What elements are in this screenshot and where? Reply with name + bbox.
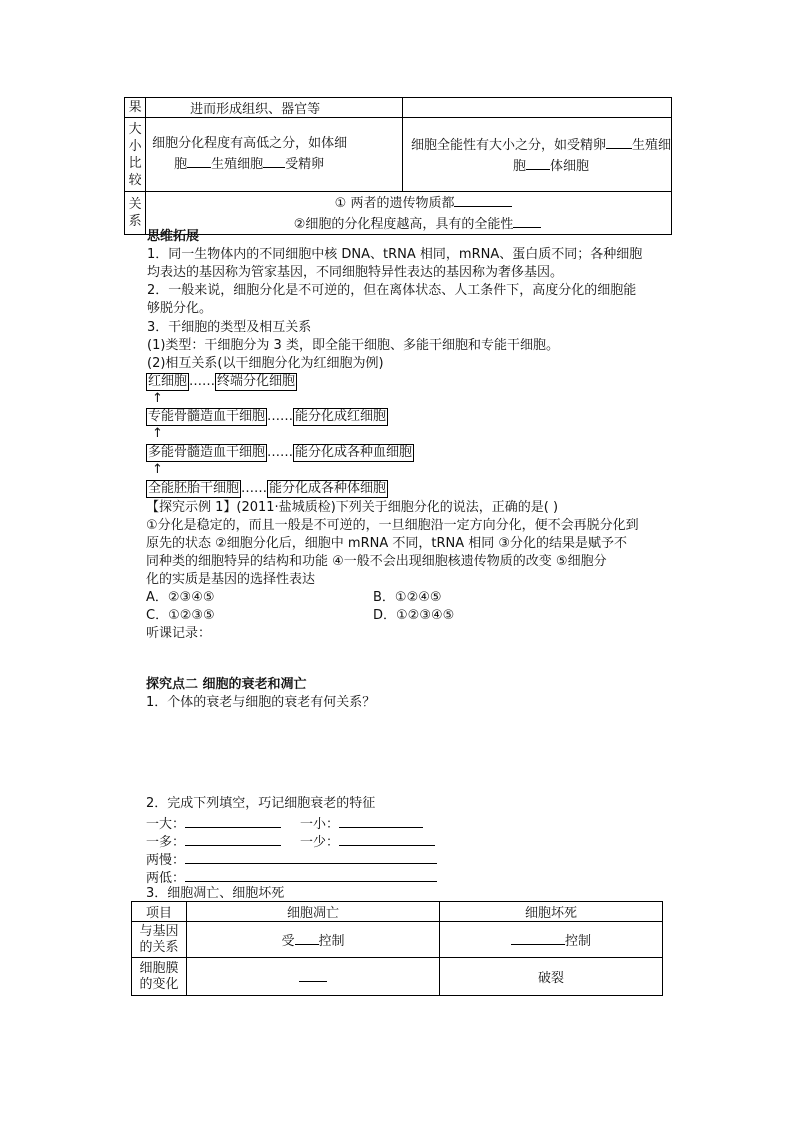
- paragraph-line: (1)类型：干细胞分为 3 类，即全能干细胞、多能干细胞和专能干细胞。: [147, 338, 559, 353]
- header-cell: 项目: [132, 902, 187, 922]
- table-cell: [187, 958, 440, 996]
- row-label: [132, 922, 187, 958]
- header-cell: 细胞坏死: [440, 902, 663, 922]
- option-b[interactable]: B．①②④⑤: [373, 590, 442, 605]
- diagram-row-2: [146, 408, 388, 426]
- dots: ……: [189, 374, 216, 389]
- label-line: 的变化: [139, 976, 179, 992]
- cell-text: 进而形成组织、器官等: [146, 98, 403, 118]
- label-line: 的关系: [139, 939, 179, 955]
- diagram-box: 能分化成红细胞: [295, 409, 387, 424]
- fill-blank[interactable]: [454, 192, 512, 207]
- text: 生殖细: [631, 137, 671, 153]
- text: 一多：: [146, 835, 186, 850]
- paragraph-line: 3．干细胞的类型及相互关系: [147, 320, 312, 335]
- fill-blank[interactable]: [187, 153, 211, 168]
- diagram-box: 终端分化细胞: [217, 374, 296, 389]
- up-arrow-icon: ↑: [152, 462, 163, 477]
- fill-blank[interactable]: [339, 831, 435, 846]
- up-arrow-icon: ↑: [152, 391, 163, 406]
- fill-blank[interactable]: [263, 153, 285, 168]
- table-row: [132, 922, 663, 958]
- cell-text: [402, 98, 671, 118]
- fill-blank[interactable]: [511, 930, 565, 945]
- question-line: 1．个体的衰老与细胞的衰老有何关系？: [146, 695, 376, 710]
- cell-line: 细胞分化程度有高低之分，如体细: [152, 136, 348, 151]
- question-line: 原先的状态 ②细胞分化后，细胞中 mRNA 不同，tRNA 相同 ③分化的结果是赋予不: [146, 536, 628, 551]
- cell-text: [146, 192, 672, 235]
- question-line: 3．细胞凋亡、细胞坏死: [146, 886, 285, 901]
- label-char: 小: [128, 138, 142, 154]
- cell-text: [146, 118, 403, 192]
- paragraph-line: 均表达的基因称为管家基因，不同细胞特异性表达的基因称为奢侈基因。: [147, 265, 564, 280]
- label-char: 大: [128, 121, 142, 137]
- diagram-box: 能分化成各种血细胞: [295, 445, 413, 460]
- row-label: 果: [125, 98, 146, 118]
- table-row: [125, 98, 672, 118]
- fill-blank[interactable]: [185, 831, 281, 846]
- fill-blank[interactable]: [513, 213, 541, 228]
- diagram-row-4: [146, 480, 388, 498]
- section-title: 思维拓展: [147, 229, 200, 244]
- text: 一少：: [300, 835, 340, 850]
- table-row: [125, 192, 672, 235]
- fill-blank[interactable]: [185, 849, 437, 864]
- cell-line: [152, 153, 402, 174]
- table-header-row: [132, 902, 663, 922]
- section-title: 探究点二 细胞的衰老和凋亡: [146, 677, 307, 692]
- label-char: 系: [128, 214, 142, 229]
- cell-line: [146, 192, 671, 213]
- apoptosis-necrosis-table: [131, 901, 663, 996]
- text: 控制: [564, 934, 591, 949]
- cell-text: [402, 118, 671, 192]
- text: 胞: [512, 158, 526, 174]
- paragraph-line: (2)相互关系(以干细胞分化为红细胞为例): [147, 356, 384, 371]
- row-label: [125, 118, 146, 192]
- text: 两低：: [146, 871, 186, 886]
- fill-blank[interactable]: [339, 813, 423, 828]
- header-cell: 细胞凋亡: [187, 902, 440, 922]
- option-d[interactable]: D．①②③④⑤: [373, 608, 455, 623]
- text: 受: [281, 934, 295, 949]
- diagram-row-1: [146, 373, 297, 391]
- text: 两慢：: [146, 853, 186, 868]
- question-line: 同种类的细胞特异的结构和功能 ④一般不会出现细胞核遗传物质的改变 ⑤细胞分: [146, 554, 607, 569]
- table-cell: 破裂: [440, 958, 663, 996]
- text: 体细胞: [549, 158, 589, 174]
- label-line: 与基因: [139, 923, 179, 939]
- label-line: 细胞膜: [139, 960, 179, 976]
- question-line: 化的实质是基因的选择性表达: [146, 572, 316, 587]
- text: 一大：: [146, 817, 186, 832]
- diagram-box: 全能胚胎干细胞: [148, 481, 240, 496]
- fill-blank[interactable]: [185, 867, 437, 882]
- diagram-box: 多能骨髓造血干细胞: [148, 445, 266, 460]
- fill-blank[interactable]: [606, 134, 632, 149]
- diagram-box: 红细胞: [148, 374, 188, 389]
- row-label: [125, 192, 146, 235]
- text: 胞: [174, 157, 188, 172]
- diagram-row-3: [146, 444, 414, 462]
- comparison-table: [124, 97, 672, 235]
- label-char: 比: [128, 155, 142, 171]
- question-line: ①分化是稳定的，而且一般是不可逆的，一旦细胞沿一定方向分化，便不会再脱分化到: [146, 518, 639, 533]
- cell-line: [146, 213, 671, 234]
- option-a[interactable]: A．②③④⑤: [146, 590, 215, 605]
- paragraph-line: 1．同一生物体内的不同细胞中核 DNA、tRNA 相同，mRNA、蛋白质不同；各种细胞: [147, 247, 643, 262]
- text: 生殖细胞: [211, 157, 264, 172]
- table-cell: [440, 922, 663, 958]
- cell-line: [411, 155, 671, 176]
- dots: ……: [267, 445, 294, 460]
- row-label: [132, 958, 187, 996]
- table-row: [125, 118, 672, 192]
- dots: ……: [241, 481, 268, 496]
- table-row: [132, 958, 663, 996]
- fill-blank[interactable]: [299, 967, 327, 982]
- notes-label: 听课记录：: [146, 626, 212, 641]
- question-stem: 【探究示例 1】(2011·盐城质检)下列关于细胞分化的说法，正确的是( ): [146, 500, 559, 515]
- paragraph-line: 够脱分化。: [147, 301, 213, 316]
- text: 受精卵: [285, 157, 325, 172]
- cell-line: [411, 134, 671, 155]
- text: 控制: [318, 934, 345, 949]
- fill-blank[interactable]: [526, 155, 550, 170]
- fill-blank[interactable]: [185, 813, 281, 828]
- question-line: 2．完成下列填空，巧记细胞衰老的特征: [146, 796, 376, 811]
- paragraph-line: 2．一般来说，细胞分化是不可逆的，但在离体状态、人工条件下，高度分化的细胞能: [147, 283, 637, 298]
- table-cell: [187, 922, 440, 958]
- text: 一小：: [300, 817, 340, 832]
- diagram-box: 专能骨髓造血干细胞: [148, 409, 266, 424]
- text: 细胞全能性有大小之分，如受精卵: [410, 137, 606, 153]
- text: ②细胞的分化程度越高，具有的全能性: [293, 217, 514, 232]
- dots: ……: [267, 409, 294, 424]
- option-c[interactable]: C．①②③⑤: [146, 608, 215, 623]
- up-arrow-icon: ↑: [152, 426, 163, 441]
- label-char: 关: [128, 197, 142, 212]
- text: ① 两者的遗传物质都: [334, 196, 455, 211]
- diagram-box: 能分化成各种体细胞: [269, 481, 387, 496]
- fill-blank[interactable]: [295, 930, 319, 945]
- label-char: 较: [128, 172, 142, 188]
